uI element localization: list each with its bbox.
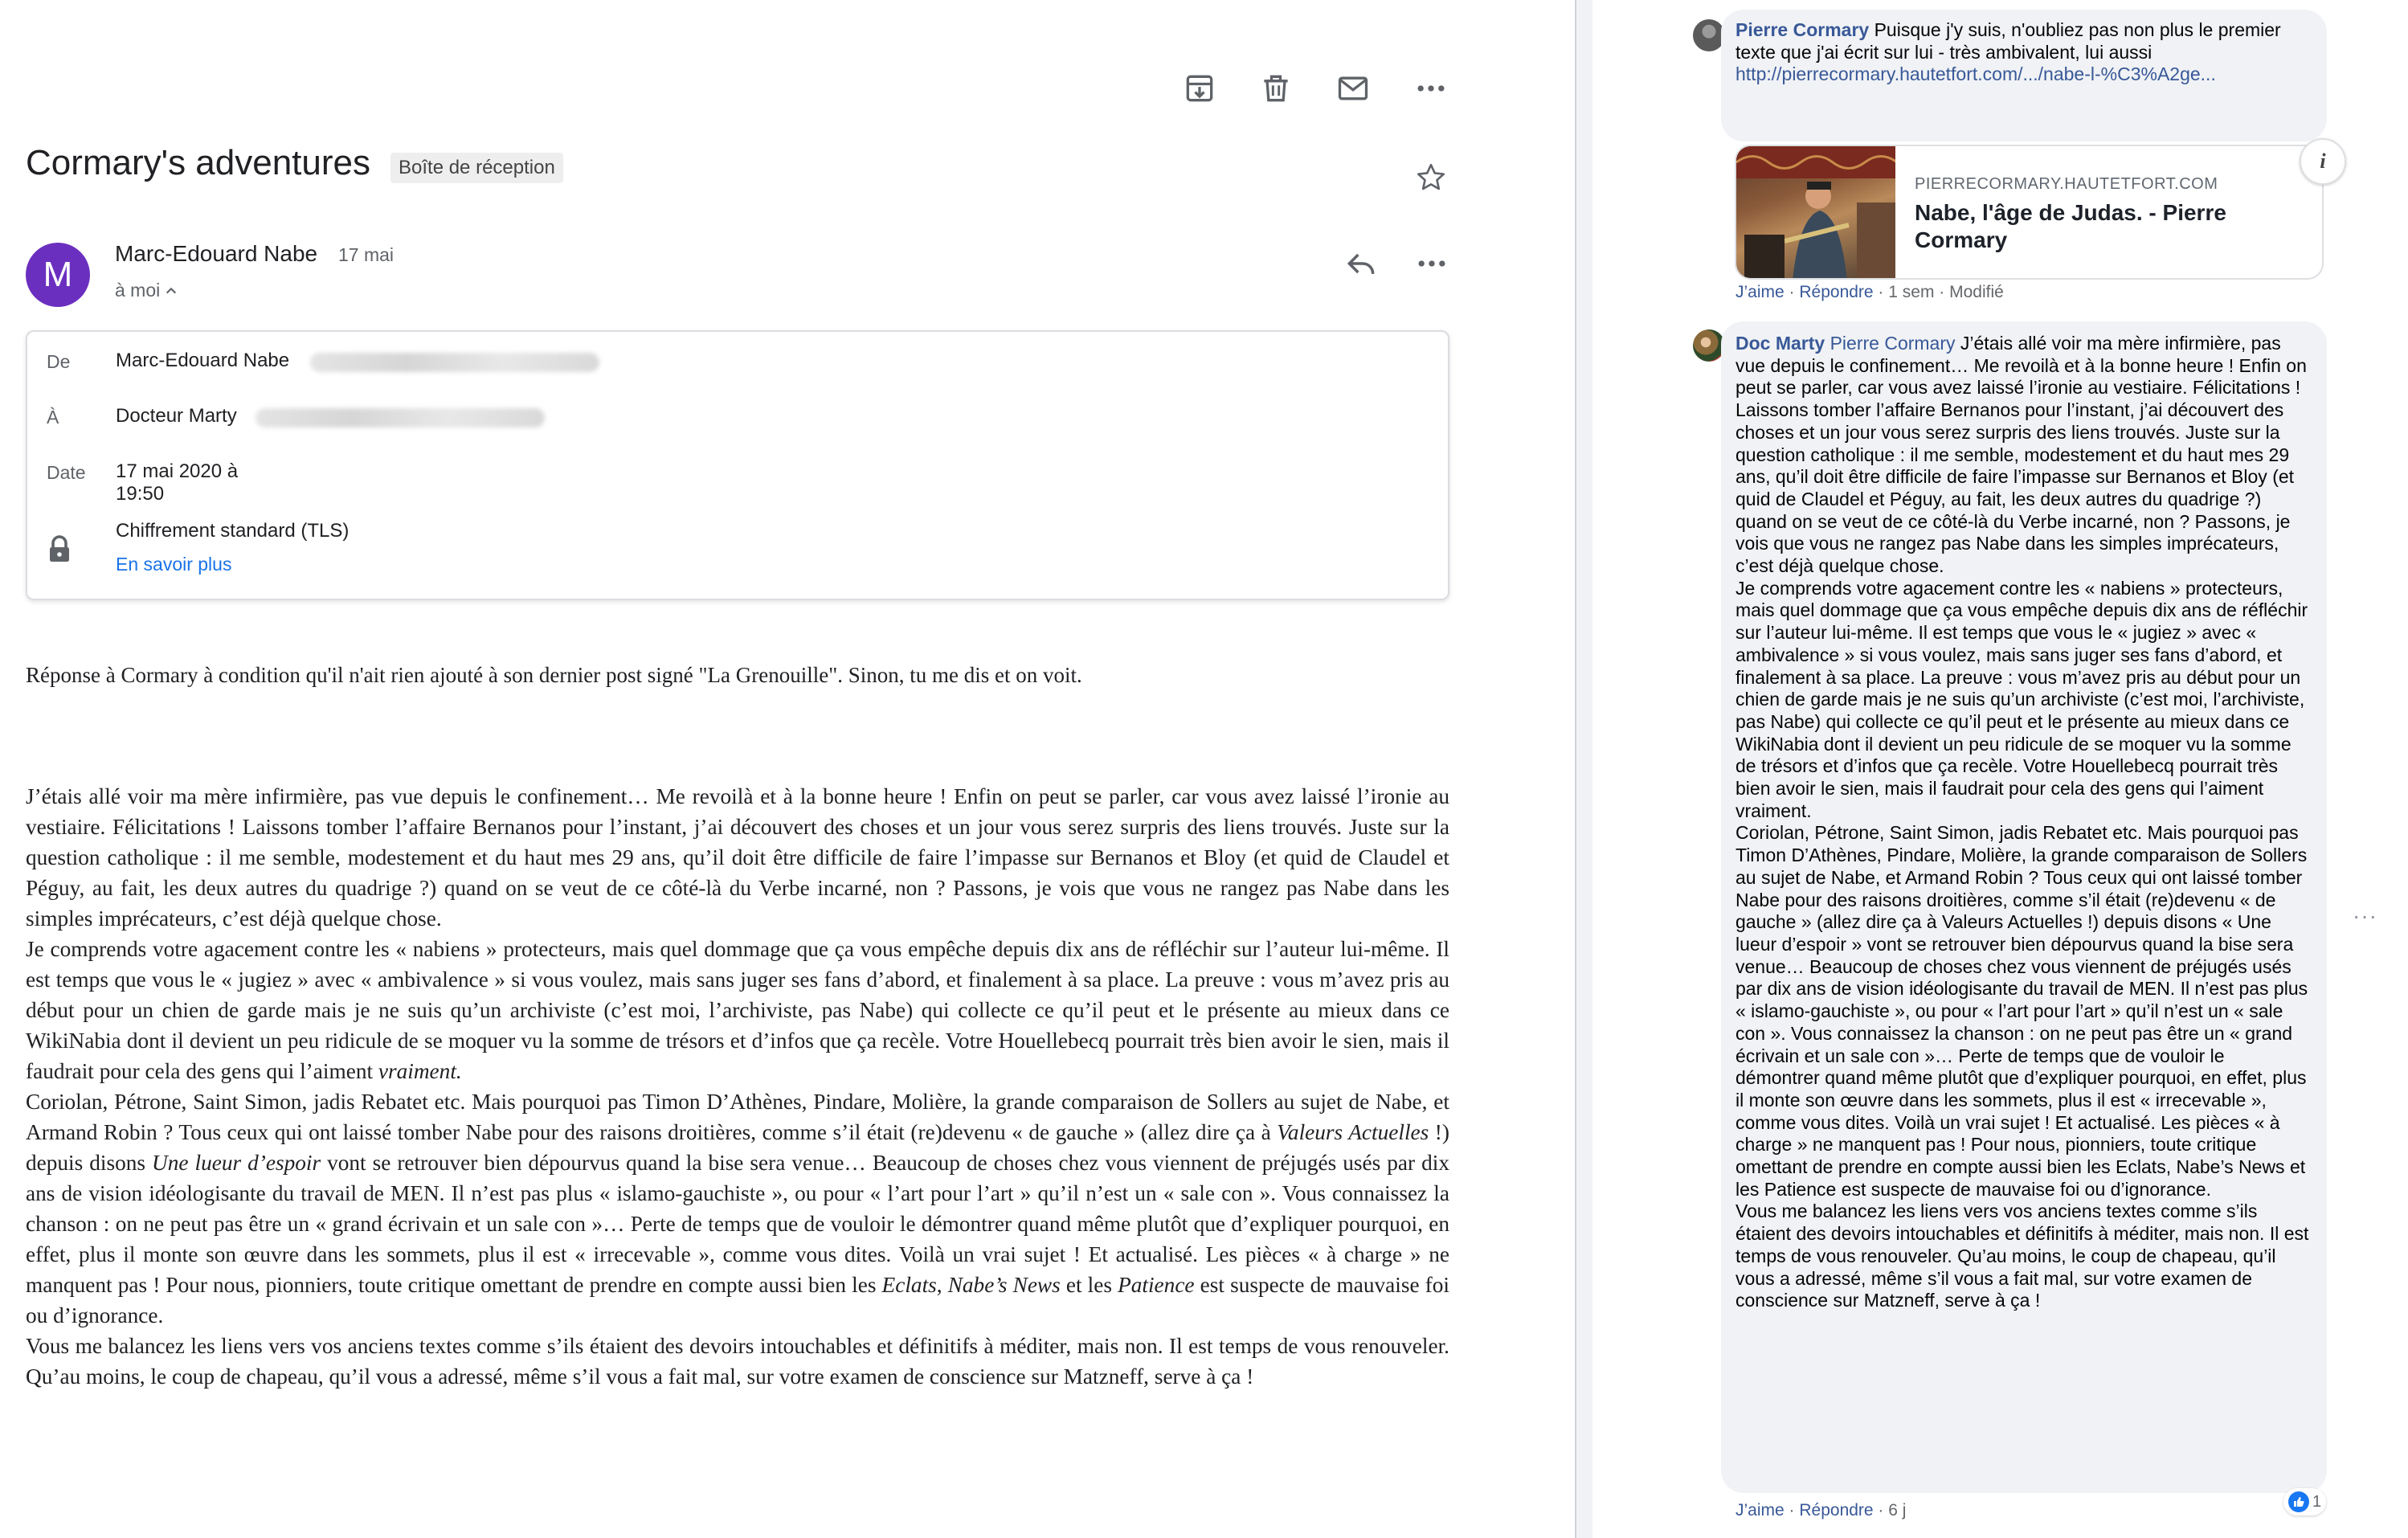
more-options-button[interactable]	[1407, 64, 1455, 112]
from-value: Marc-Edouard Nabe	[116, 350, 290, 371]
redacted-email	[256, 408, 545, 427]
link-preview-title: Nabe, l'âge de Judas. - Pierre Cormary	[1915, 200, 2226, 252]
sender-name[interactable]: Marc-Edouard Nabe	[115, 241, 318, 266]
mark-unread-button[interactable]	[1329, 64, 1377, 112]
comment-text: Puisque j'y suis, n'oubliez pas non plus le premier texte que j'ai écrit sur lui - très ambivalent, lui aussi	[1735, 19, 2281, 63]
body-paragraph-2: Je comprends votre agacement contre les « nabiens » protecteurs, mais quel dommage que ça vous empêche depuis dix ans de réfléchir sur l’auteur lui-même. Il est temps que vous le « jugiez » avec « ambivalence » si vous voulez, mais sans juger ses fans d’abord, et finalement à sa place. La preuve : vous m’avez pris au début pour un chien de garde mais je ne suis qu’un archiviste (c’est moi, l’archiviste, pas Nabe) qui collecte ce qu’il peut et le présente au mieux dans ce WikiNabia dont il devient un peu ridicule de se moquer vu la somme de trésors et d’infos que ça recèle. Votre Houellebecq pourrait très bien avoir le sien, mais il faudrait pour cela des gens qui l’aiment vraiment.	[26, 937, 1449, 1083]
link-preview-thumbnail	[1736, 146, 1895, 280]
facebook-comments-panel	[1592, 0, 2408, 1538]
info-button[interactable]: i	[2300, 138, 2346, 185]
redacted-email	[310, 353, 599, 372]
comment-time[interactable]: 1 sem	[1888, 283, 1935, 301]
star-button[interactable]	[1408, 154, 1454, 201]
recipient-toggle[interactable]	[115, 280, 178, 301]
reply-icon	[1343, 246, 1379, 281]
archive-icon	[1182, 71, 1217, 106]
date-value-line1: 17 mai 2020 à	[116, 460, 239, 482]
sender-date: 17 mai	[338, 244, 395, 265]
like-link[interactable]: J’aime	[1735, 1501, 1785, 1520]
comment-actions: J’aime · Répondre · 1 sem · Modifié	[1735, 283, 2004, 301]
chevron-up-icon	[165, 284, 178, 297]
body-paragraph-4: Vous me balancez les liens vers vos anciens textes comme s’ils étaient des devoirs intouchables et définitifs à méditer, mais non. Il est temps de vous renouveler. Qu’au moins, le coup de chapeau, qu’il vous a adressé, même s’il vous a fait mal, sur votre examen de conscience sur Matzneff, serve à ça !	[26, 1334, 1449, 1389]
comment-paragraph-3: Coriolan, Pétrone, Saint Simon, jadis Rebatet etc. Mais pourquoi pas Timon D’Athènes, Pindare, Molière, la grande comparaison de Sollers au sujet de Nabe, et Armand Robin ? Tous ceux qui ont laissé tomber Nabe pour des raisons droitières, comme s’il était (re)devenu « de gauche » (allez dire ça à Valeurs Actuelles !) depuis disons « Une lueur d’espoir » vont se retrouver bien dépourvus quand la bise sera venue… Beaucoup de choses chez vous viennent de préjugés usés par dix ans de vision idéologisante du travail de MEN. Il n’est pas plus « islamo-gauchiste », ou pour « l’art pour l’art » qu’il n’est un « sale con ». Vous connaissez la chanson : on ne peut pas être un « grand écrivain et un sale con »… Perte de temps que de vouloir le démontrer quand même plutôt que d’expliquer pourquoi, en effet, plus il monte son œuvre dans les sommets, plus il est « irrecevable », comme vous dites. Voilà un vrai sujet ! Et actualisé. Les pièces « à charge » ne manquent pas ! Pour nous, pionniers, toute critique omettant de prendre en compte aussi bien les Eclats, Nabe’s News et les Patience est suspecte de mauvaise foi ou d’ignorance.	[1735, 822, 2308, 1200]
reaction-number: 1	[2312, 1492, 2322, 1511]
email-subject: Cormary's adventures	[26, 143, 370, 182]
edited-label: Modifié	[1949, 283, 2004, 301]
comment-bubble	[1721, 321, 2327, 1493]
star-icon	[1414, 161, 1448, 194]
date-value-line2: 19:50	[116, 483, 165, 505]
recipient-label: à moi	[115, 280, 161, 301]
panel-gap	[1576, 0, 1592, 1538]
reply-link[interactable]: Répondre	[1799, 1501, 1874, 1520]
comment-bubble	[1721, 10, 2327, 141]
delete-button[interactable]	[1252, 64, 1300, 112]
lock-icon	[47, 534, 72, 563]
link-preview-card[interactable]	[1735, 145, 2324, 280]
encryption-value: Chiffrement standard (TLS)	[116, 520, 350, 542]
comment-author[interactable]: Doc Marty	[1735, 333, 1825, 354]
comment-actions: J’aime · Répondre · 6 j	[1735, 1501, 1907, 1520]
message-details-popup	[26, 330, 1449, 600]
comment-paragraph-1: Doc Marty Pierre Cormary J’étais allé voir ma mère infirmière, pas vue depuis le confinement… Me revoilà et à la bonne heure ! Enfin on peut se parler, car vous avez laissé l’ironie au vestiaire. Félicitations ! Laissons tomber l’affaire Bernanos pour l’instant, j’ai découvert des choses et un jour vous serez surpris des liens trouvés. Juste sur la question catholique : il me semble, modestement et du haut mes 29 ans, qu’il doit être difficile de faire l’impasse sur Bernanos et Bloy (et quid de Claudel et Péguy, au fait, les deux autres du quadrige ?) quand on se veut de ce côté-là du Verbe incarné, non ? Passons, je vois que vous ne rangez pas Nabe dans les simples imprécateurs, c’est déjà quelque chose.	[1735, 333, 2307, 577]
commenter-avatar[interactable]	[1693, 19, 1725, 51]
trash-icon	[1258, 71, 1294, 106]
commenter-avatar[interactable]	[1693, 329, 1725, 362]
body-paragraph-3: Coriolan, Pétrone, Saint Simon, jadis Rebatet etc. Mais pourquoi pas Timon D’Athènes, Pindare, Molière, la grande comparaison de Sollers au sujet de Nabe, et Armand Robin ? Tous ceux qui ont laissé tomber Nabe pour des raisons droitières, comme s’il était (re)devenu « de gauche » (allez dire ça à Valeurs Actuelles !) depuis disons Une lueur d’espoir vont se retrouver bien dépourvus quand la bise sera venue… Beaucoup de choses chez vous viennent de préjugés usés par dix ans de vision idéologisante du travail de MEN. Il n’est pas plus « islamo-gauchiste », ou pour « l’art pour l’art » qu’il n’est un « sale con ». Vous connaissez la chanson : on ne peut pas être un « grand écrivain et un sale con »… Perte de temps que de vouloir le démontrer quand même plutôt que d’expliquer pourquoi, en effet, plus il monte son œuvre dans les sommets, plus il est « irrecevable », comme vous dites. Voilà un vrai sujet ! Et actualisé. Les pièces « à charge » ne manquent pas ! Pour nous, pionniers, toute critique omettant de prendre en compte aussi bien les Eclats, Nabe’s News et les Patience est suspecte de mauvaise foi ou d’ignorance.	[26, 1090, 1449, 1327]
comment-mention[interactable]: Pierre Cormary	[1830, 333, 1956, 354]
comment-paragraph-4: Vous me balancez les liens vers vos anciens textes comme s’ils étaient des devoirs intouchables et définitifs à méditer, mais non. Il est temps de vous renouveler. Qu’au moins, le coup de chapeau, qu’il vous a adressé, même s’il vous a fait mal, sur votre examen de conscience sur Matzneff, serve à ça !	[1735, 1201, 2309, 1311]
musician-photo-icon	[1736, 146, 1895, 280]
link-preview-domain: PIERRECORMARY.HAUTETFORT.COM	[1915, 175, 2218, 193]
comment-paragraph-2: Je comprends votre agacement contre les « nabiens » protecteurs, mais quel dommage que ça vous empêche depuis dix ans de réfléchir sur l’auteur lui-même. Il est temps que vous le « jugiez » avec « ambivalence » si vous voulez, mais sans juger ses fans d’abord, et finalement à sa place. La preuve : vous m’avez pris au début pour un chien de garde mais je ne suis qu’un archiviste (c’est moi, l’archiviste, pas Nabe) qui collecte ce qu’il peut et le présente au mieux dans ce WikiNabia dont il devient un peu ridicule de se moquer vu la somme de trésors et d’infos que ça recèle. Votre Houellebecq pourrait très bien avoir le sien, mais il faudrait pour cela des gens qui l’aiment vraiment.	[1735, 577, 2308, 821]
inbox-label-chip[interactable]: Boîte de réception	[390, 153, 563, 183]
email-intro-line: Réponse à Cormary à condition qu'il n'ait rien ajouté à son dernier post signé "La Grenouille". Sinon, tu me dis et on voit.	[26, 663, 1082, 687]
more-horizontal-icon	[1413, 71, 1449, 106]
message-more-button[interactable]	[1408, 239, 1456, 288]
comment-time[interactable]: 6 j	[1888, 1501, 1907, 1520]
reply-link[interactable]: Répondre	[1799, 283, 1874, 301]
comment-link[interactable]: http://pierrecormary.hautetfort.com/.../nabe-l-%C3%A2ge...	[1735, 63, 2216, 85]
body-paragraph-1: J’étais allé voir ma mère infirmière, pas vue depuis le confinement… Me revoilà et à la bonne heure ! Enfin on peut se parler, car vous avez laissé l’ironie au vestiaire. Félicitations ! Laissons tomber l’affaire Bernanos pour l’instant, j’ai découvert des choses et un jour vous serez surpris des liens trouvés. Juste sur la question catholique : il me semble, modestement et du haut mes 29 ans, qu’il doit être difficile de faire l’impasse sur Bernanos et Bloy (et quid de Claudel et Péguy, au fait, les deux autres du quadrige ?) quand on se veut de ce côté-là du Verbe incarné, non ? Passons, je vois que vous ne rangez pas Nabe dans les simples imprécateurs, c’est déjà quelque chose.	[26, 784, 1449, 931]
to-label: À	[47, 407, 59, 427]
sender-avatar: M	[26, 243, 90, 307]
date-label: Date	[47, 462, 86, 483]
from-label: De	[47, 351, 71, 372]
learn-more-link[interactable]: En savoir plus	[116, 554, 232, 575]
like-link[interactable]: J’aime	[1735, 283, 1785, 301]
reaction-count[interactable]	[2283, 1488, 2326, 1516]
envelope-icon	[1335, 71, 1371, 106]
more-horizontal-icon	[1414, 246, 1449, 281]
thumbs-up-icon	[2288, 1491, 2309, 1512]
reply-button[interactable]	[1337, 239, 1385, 288]
comment-options-button[interactable]: ···	[2353, 903, 2377, 928]
archive-button[interactable]	[1175, 64, 1224, 112]
email-body	[26, 781, 1449, 1392]
to-value: Docteur Marty	[116, 405, 237, 427]
comment-author[interactable]: Pierre Cormary	[1735, 19, 1870, 40]
